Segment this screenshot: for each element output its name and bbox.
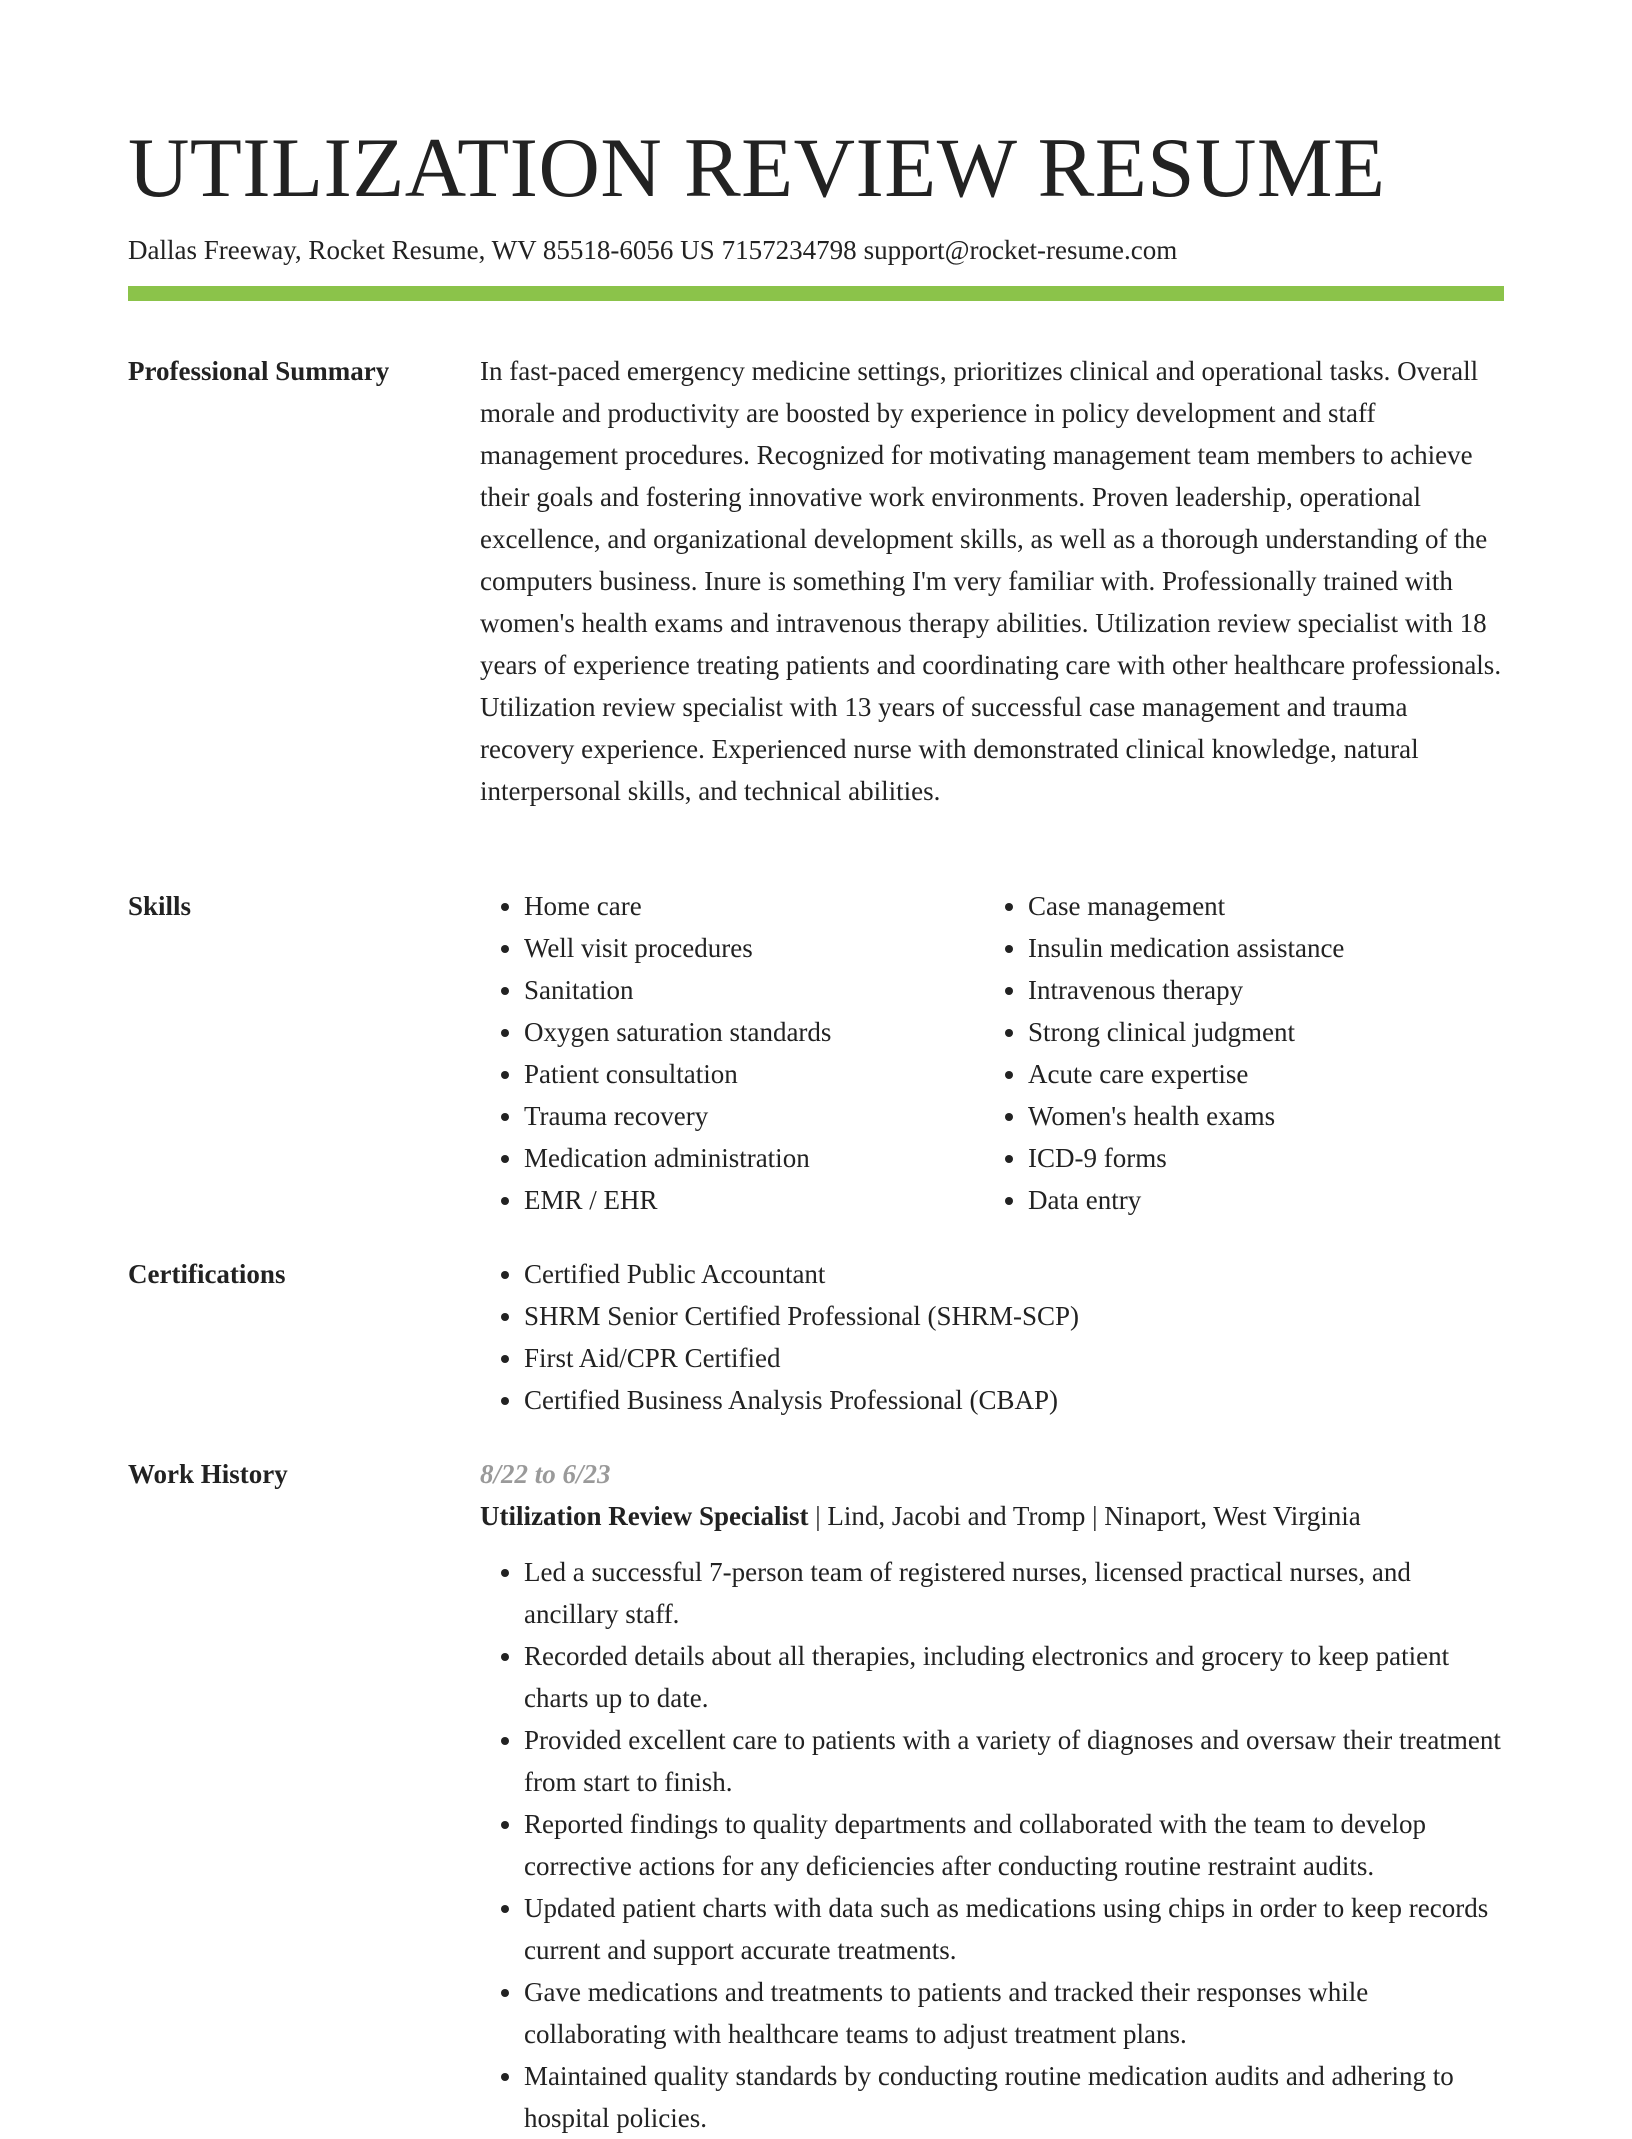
skill-item: • Patient consultation [524, 1053, 984, 1095]
job-duty-item: • Provided excellent care to patients with a variety of diagnoses and oversaw their treatment from start to finish. [524, 1719, 1504, 1803]
certification-item: • Certified Public Accountant [524, 1253, 1504, 1295]
skills-body [480, 885, 1504, 1221]
skill-item: • Sanitation [524, 969, 984, 1011]
skill-item: • Well visit procedures [524, 927, 984, 969]
job-employer-location: | Lind, Jacobi and Tromp | Ninaport, West Virginia [808, 1501, 1361, 1531]
skill-item: • Strong clinical judgment [1028, 1011, 1488, 1053]
job-entry [480, 1453, 1504, 2139]
skills-column-left [480, 885, 984, 1221]
job-duty-item: • Updated patient charts with data such as medications using chips in order to keep records current and support accurate treatments. [524, 1887, 1504, 1971]
skill-item: • Medication administration [524, 1137, 984, 1179]
section-label-summary: Professional Summary [128, 356, 390, 386]
job-heading [480, 1495, 1504, 1537]
skill-item: • EMR / EHR [524, 1179, 984, 1221]
certification-item: • First Aid/CPR Certified [524, 1337, 1504, 1379]
job-duties [480, 1551, 1504, 2139]
work-history-body [480, 1453, 1504, 2139]
contact-email: support@rocket-resume.com [863, 235, 1178, 265]
certifications-body [480, 1253, 1504, 1421]
summary-text: In fast-paced emergency medicine settings, prioritizes clinical and operational tasks. Overall morale and productivity are boosted by experience in policy development and staff management procedures. Recognized for motivating management team members to achieve their goals and fostering innovative work environments. Proven leadership, operational excellence, and organizational development skills, as well as a thorough understanding of the computers business. Inure is something I'm very familiar with. Professionally trained with women's health exams and intravenous therapy abilities. Utilization review specialist with 18 years of experience treating patients and coordinating care with other healthcare professionals. Utilization review specialist with 13 years of successful case management and trauma recovery experience. Experienced nurse with demonstrated clinical knowledge, natural interpersonal skills, and technical abilities. [480, 356, 1502, 806]
section-label-skills: Skills [128, 891, 192, 921]
contact-line [128, 230, 1177, 270]
job-duty-item: • Maintained quality standards by conducting routine medication audits and adhering to hospital policies. [524, 2055, 1504, 2139]
skill-item: • Data entry [1028, 1179, 1488, 1221]
skill-item: • Women's health exams [1028, 1095, 1488, 1137]
job-title: Utilization Review Specialist [480, 1501, 809, 1531]
skill-item: • Acute care expertise [1028, 1053, 1488, 1095]
resume-title: UTILIZATION REVIEW RESUME [128, 121, 1386, 215]
skills-column-right [984, 885, 1488, 1221]
certification-item: • SHRM Senior Certified Professional (SHRM-SCP) [524, 1295, 1504, 1337]
skill-item: • Intravenous therapy [1028, 969, 1488, 1011]
job-duty-item: • Reported findings to quality departments and collaborated with the team to develop corrective actions for any deficiencies after conducting routine restraint audits. [524, 1803, 1504, 1887]
section-label-certifications: Certifications [128, 1259, 286, 1289]
skill-item: • Trauma recovery [524, 1095, 984, 1137]
skill-item: • Oxygen saturation standards [524, 1011, 984, 1053]
summary-body [480, 350, 1504, 812]
job-duty-item: • Gave medications and treatments to patients and tracked their responses while collaborating with healthcare teams to adjust treatment plans. [524, 1971, 1504, 2055]
contact-phone: 7157234798 [721, 235, 857, 265]
job-duty-item: • Recorded details about all therapies, including electronics and grocery to keep patient charts up to date. [524, 1635, 1504, 1719]
skill-item: • Case management [1028, 885, 1488, 927]
certification-item: • Certified Business Analysis Professional (CBAP) [524, 1379, 1504, 1421]
job-dates: 8/22 to 6/23 [480, 1459, 611, 1489]
job-duty-item: • Led a successful 7-person team of registered nurses, licensed practical nurses, and ancillary staff. [524, 1551, 1504, 1635]
contact-address: Dallas Freeway, Rocket Resume, WV 85518-6056 US [128, 235, 715, 265]
skill-item: • Insulin medication assistance [1028, 927, 1488, 969]
skill-item: • Home care [524, 885, 984, 927]
accent-divider [128, 286, 1504, 301]
skill-item: • ICD-9 forms [1028, 1137, 1488, 1179]
section-label-work-history: Work History [128, 1459, 288, 1489]
